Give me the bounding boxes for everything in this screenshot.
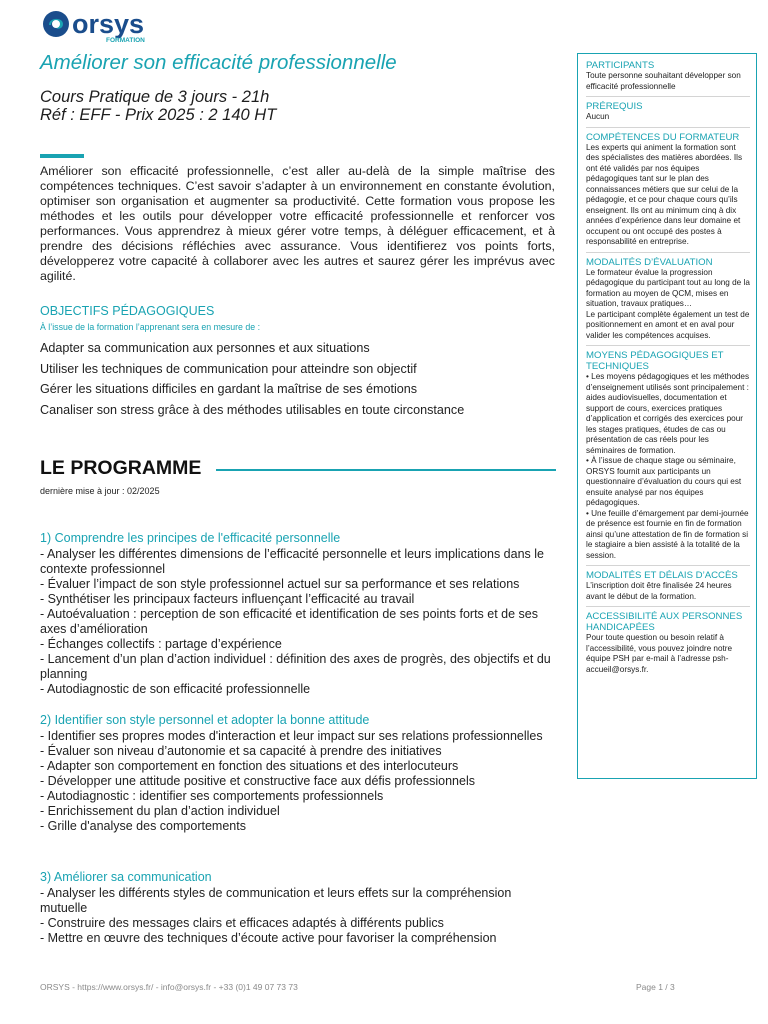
programme-module-3 <box>40 870 560 946</box>
sidebar-heading: PRÉREQUIS <box>586 101 643 112</box>
module-item: - Analyser les différents styles de communication et leurs effets sur la compréhension mutuelle <box>40 886 512 915</box>
accent-bar <box>40 154 84 158</box>
sidebar-heading: COMPÉTENCES DU FORMATEUR <box>586 131 740 143</box>
module-item: - Autoévaluation : perception de son efficacité et identification de ses points forts et de ses axes d’amélioration <box>40 607 538 636</box>
sidebar-body <box>586 143 750 248</box>
module-heading: 3) Améliorer sa communication <box>40 870 212 884</box>
course-title: Améliorer son efficacité professionnelle <box>40 51 397 74</box>
page-number: Page 1 / 3 <box>636 982 675 992</box>
sidebar-paragraph: Les experts qui animent la formation sont des spécialistes des matières abordées. Ils ont été validés par nos équipes pédagogiques tant sur le plan des connaissances métiers que sur celui de la pédagogie, et ce pour chaque cours qu’ils enseignent. Ils ont au minimum cinq à dix années d’expérience dans leur domaine et occupent ou ont occupé des postes à responsabilité en entreprise. <box>586 142 743 246</box>
sidebar-paragraph: • Les moyens pédagogiques et les méthodes d’enseignement utilisés sont principalement : aides audiovisuelles, documentation et support de cours, exercices pratiques d’application et corrigés des exercices pour les stages pratiques, études de cas ou présentation de cas réels pour les séminaires de formation. <box>586 372 750 455</box>
sidebar-paragraph: • À l’issue de chaque stage ou séminaire, ORSYS fournit aux participants un questionnaire d’évaluation du cours qui est ensuite analysé par nos équipes pédagogiques. <box>586 456 742 507</box>
sidebar-paragraph: Aucun <box>586 112 610 121</box>
objectives-lead: À l’issue de la formation l’apprenant sera en mesure de : <box>40 322 261 332</box>
sidebar-section-access <box>586 570 750 602</box>
sidebar-divider <box>586 565 750 566</box>
course-reference: Réf : EFF - Prix 2025 : 2 140 HT <box>40 106 277 124</box>
sidebar-divider <box>586 96 750 97</box>
sidebar-paragraph: L’inscription doit être finalisée 24 heures avant le début de la formation. <box>586 581 732 601</box>
module-item: - Échanges collectifs : partage d’expérience <box>40 637 282 651</box>
sidebar-body <box>586 372 750 561</box>
sidebar-paragraph: • Une feuille d’émargement par demi-journée de présence est fournie en fin de formation ainsi qu’une attestation de fin de formation si le stagiaire a bien assisté à la totalité de la session. <box>586 508 749 560</box>
objective-item: Canaliser son stress grâce à des méthodes utilisables en toute circonstance <box>40 403 465 417</box>
info-sidebar <box>577 53 757 779</box>
sidebar-divider <box>586 345 750 346</box>
intro-paragraph: Améliorer son efficacité professionnelle, c’est aller au-delà de la simple maîtrise des compétences techniques. C’est savoir s’adapter à un environnement en constante évolution, optimiser son organisation et augmenter sa productivité. Cette formation vous propose les méthodes et les outils pour développer votre efficacité professionnelle et renforcer vos performances. Vous apprendrez à mieux gérer votre temps, à déléguer efficacement, et à prendre des décisions réfléchies avec assurance. Vous identifierez vos points forts, développerez votre capacité à collaborer avec les autres et saurez gérer les imprévus avec agilité. <box>40 164 555 283</box>
sidebar-body <box>586 268 750 342</box>
programme-module-2 <box>40 713 560 834</box>
module-item: - Construire des messages clairs et efficaces adaptés à différents publics <box>40 916 444 930</box>
objective-item: Utiliser les techniques de communication pour atteindre son objectif <box>40 362 417 376</box>
module-item: - Évaluer l’impact de son style professionnel actuel sur sa performance et ses relations <box>40 577 520 591</box>
sidebar-heading: MODALITÉS D’ÉVALUATION <box>586 256 713 268</box>
module-item: - Évaluer son niveau d’autonomie et sa capacité à prendre des initiatives <box>40 744 442 758</box>
sidebar-body <box>586 633 750 675</box>
sidebar-section-prerequisites <box>586 101 750 123</box>
module-item: - Grille d'analyse des comportements <box>40 819 246 833</box>
sidebar-divider <box>586 606 750 607</box>
sidebar-paragraph: Le participant complète également un test de positionnement en amont et en aval pour valider les compétences acquises. <box>586 309 750 340</box>
module-item: - Développer une attitude positive et constructive face aux défis professionnels <box>40 774 475 788</box>
module-item: - Mettre en œuvre des techniques d’écoute active pour favoriser la compréhension <box>40 931 497 945</box>
sidebar-heading: MODALITÉS ET DÉLAIS D’ACCÈS <box>586 570 738 581</box>
sidebar-divider <box>586 252 750 253</box>
objectives-heading: OBJECTIFS PÉDAGOGIQUES <box>40 304 215 318</box>
module-item: - Autodiagnostic de son efficacité professionnelle <box>40 682 311 696</box>
sidebar-body <box>586 581 750 602</box>
objective-item: Adapter sa communication aux personnes et aux situations <box>40 341 370 355</box>
logo-wordmark: orsys <box>72 9 145 39</box>
last-update: dernière mise à jour : 02/2025 <box>40 486 160 496</box>
module-item: - Lancement d’un plan d’action individuel : définition des axes de progrès, des objectifs et du planning <box>40 652 551 681</box>
sidebar-divider <box>586 127 750 128</box>
module-item: - Enrichissement du plan d’action individuel <box>40 804 280 818</box>
sidebar-heading: PARTICIPANTS <box>586 60 655 71</box>
sidebar-section-means <box>586 350 750 561</box>
module-item-list <box>40 729 560 834</box>
module-item-list <box>40 547 560 697</box>
logo-tagline: FORMATION <box>106 37 145 44</box>
sidebar-paragraph: Toute personne souhaitant développer son efficacité professionnelle <box>586 71 741 91</box>
sidebar-section-accessibility <box>586 611 750 675</box>
module-item: - Analyser les différentes dimensions de l’efficacité personnelle et leurs implications dans le contexte professionnel <box>40 547 544 576</box>
sidebar-paragraph: Le formateur évalue la progression pédagogique du participant tout au long de la formation au moyen de QCM, mises en situation, travaux pratiques… <box>586 267 750 308</box>
sidebar-body <box>586 71 750 92</box>
module-heading: 2) Identifier son style personnel et adopter la bonne attitude <box>40 713 370 727</box>
programme-module-1 <box>40 531 560 697</box>
orsys-logo[interactable] <box>40 8 180 44</box>
module-item: - Autodiagnostic : identifier ses comportements professionnels <box>40 789 384 803</box>
sidebar-heading: ACCESSIBILITÉ AUX PERSONNES HANDICAPÉES <box>586 611 743 633</box>
objective-item: Gérer les situations difficiles en gardant la maîtrise de ses émotions <box>40 382 418 396</box>
programme-title: LE PROGRAMME <box>40 457 202 479</box>
module-item: - Synthétiser les principaux facteurs influençant l’efficacité au travail <box>40 592 415 606</box>
sidebar-body <box>586 112 750 123</box>
footer-contact: ORSYS - https://www.orsys.fr/ - info@orsys.fr - +33 (0)1 49 07 73 73 <box>40 982 298 992</box>
course-duration: Cours Pratique de 3 jours - 21h <box>40 88 270 106</box>
module-heading: 1) Comprendre les principes de l'efficacité personnelle <box>40 531 341 545</box>
module-item-list <box>40 886 560 946</box>
orsys-logo-graphic <box>40 8 180 44</box>
sidebar-section-trainer-skills <box>586 132 750 248</box>
programme-rule <box>216 469 556 471</box>
sidebar-heading: MOYENS PÉDAGOGIQUES ET TECHNIQUES <box>586 350 724 372</box>
module-item: - Identifier ses propres modes d'interaction et leur impact sur ses relations professionnelles <box>40 729 543 743</box>
sidebar-paragraph: Pour toute question ou besoin relatif à l’accessibilité, vous pouvez joindre notre équipe PSH par e-mail à l’adresse psh-accueil@orsys.fr. <box>586 633 733 674</box>
sidebar-section-evaluation <box>586 257 750 342</box>
module-item: - Adapter son comportement en fonction des situations et des interlocuteurs <box>40 759 459 773</box>
sidebar-section-participants <box>586 60 750 92</box>
